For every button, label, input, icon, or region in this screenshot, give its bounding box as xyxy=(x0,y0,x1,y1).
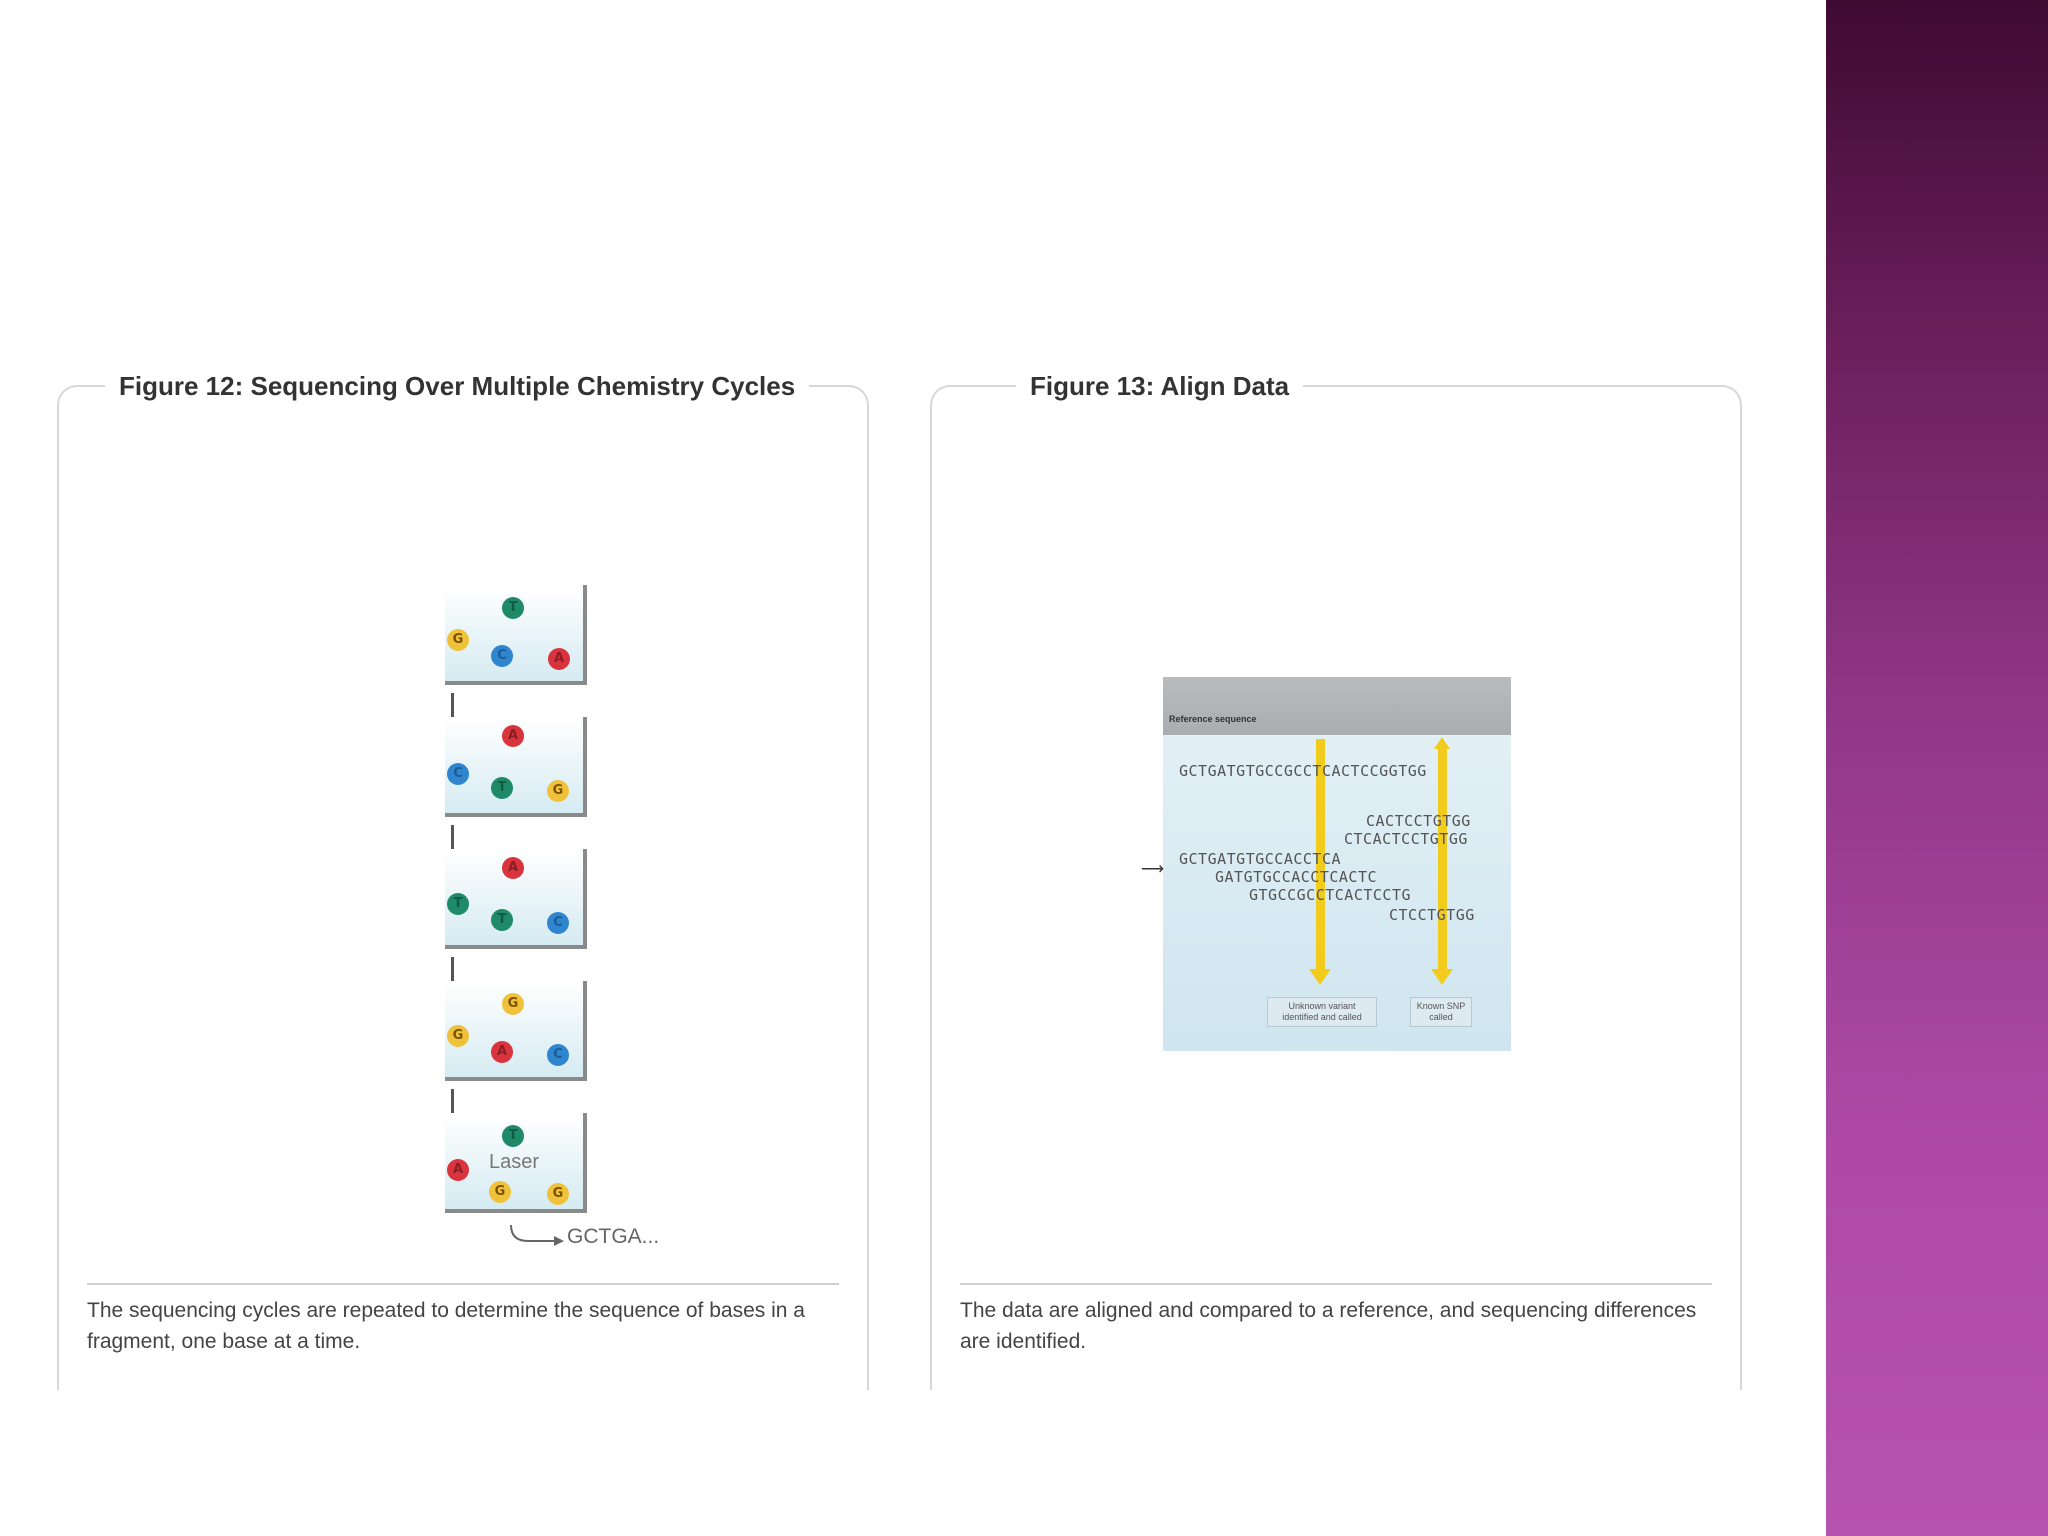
cycle-box-4 xyxy=(445,981,587,1081)
base-marker: T xyxy=(502,597,524,619)
figure-13-caption: The data are aligned and compared to a reference, and sequencing differences are identified. xyxy=(960,1299,1697,1353)
figure-13-panel xyxy=(930,371,1742,1390)
base-marker: T xyxy=(447,893,469,915)
sequencing-cycles-diagram xyxy=(57,385,869,1265)
base-marker: G xyxy=(547,1183,569,1205)
base-marker: G xyxy=(547,780,569,802)
read-line: GATGTGCCACCTCACTC xyxy=(1215,868,1378,886)
base-marker: T xyxy=(491,777,513,799)
snp-note: Known SNP called xyxy=(1410,997,1472,1027)
snp-highlight-bar xyxy=(1438,747,1447,971)
base-marker: T xyxy=(502,1125,524,1147)
variant-arrow-head xyxy=(1309,969,1331,985)
caption-divider xyxy=(87,1283,839,1285)
align-data-diagram xyxy=(930,385,1742,1265)
base-marker: A xyxy=(502,857,524,879)
base-marker: A xyxy=(447,1159,469,1181)
base-marker: A xyxy=(502,725,524,747)
base-marker: C xyxy=(447,763,469,785)
base-marker: A xyxy=(491,1041,513,1063)
cycle-box-5 xyxy=(445,1113,587,1213)
cycle-box-2 xyxy=(445,717,587,817)
read-pointer-arrow: ⟶ xyxy=(1141,861,1164,878)
read-sequence: GCTGA... xyxy=(567,1225,660,1248)
decorative-side-bar xyxy=(1826,0,2048,1536)
cycle-box-3 xyxy=(445,849,587,949)
read-out-arrow xyxy=(508,1223,568,1251)
base-marker: A xyxy=(548,648,570,670)
base-marker: G xyxy=(489,1181,511,1203)
laser-label: Laser xyxy=(489,1151,540,1173)
alignment-panel xyxy=(1141,677,1511,1051)
read-line: GTGCCGCCTCACTCCTG xyxy=(1249,886,1412,904)
figure-12-caption: The sequencing cycles are repeated to determine the sequence of bases in a fragment, one base at a time. xyxy=(87,1299,805,1353)
base-marker: C xyxy=(491,645,513,667)
base-marker: G xyxy=(447,1025,469,1047)
caption-divider xyxy=(960,1283,1712,1285)
reference-header xyxy=(1163,677,1511,735)
figure-12-title: Figure 12: Sequencing Over Multiple Chemistry Cycles xyxy=(105,370,809,402)
snp-arrow-head xyxy=(1431,969,1453,985)
reference-label: Reference sequence xyxy=(1169,714,1257,724)
read-line: CTCACTCCTGTGG xyxy=(1344,830,1468,848)
read-line: CTCCTGTGG xyxy=(1389,906,1475,924)
base-marker: G xyxy=(447,629,469,651)
snp-arrow-up xyxy=(1434,737,1450,749)
read-line: GCTGATGTGCCACCTCA xyxy=(1179,850,1342,868)
reference-sequence: GCTGATGTGCCGCCTCACTCCGGTGG xyxy=(1179,762,1427,780)
base-marker: G xyxy=(502,993,524,1015)
base-marker: T xyxy=(491,909,513,931)
base-marker: C xyxy=(547,912,569,934)
cycle-box-1 xyxy=(445,585,587,685)
variant-note: Unknown variant identified and called xyxy=(1267,997,1377,1027)
read-line: CACTCCTGTGG xyxy=(1366,812,1471,830)
figure-13-title: Figure 13: Align Data xyxy=(1016,370,1303,402)
base-marker: C xyxy=(547,1044,569,1066)
figure-12-panel xyxy=(57,371,869,1390)
